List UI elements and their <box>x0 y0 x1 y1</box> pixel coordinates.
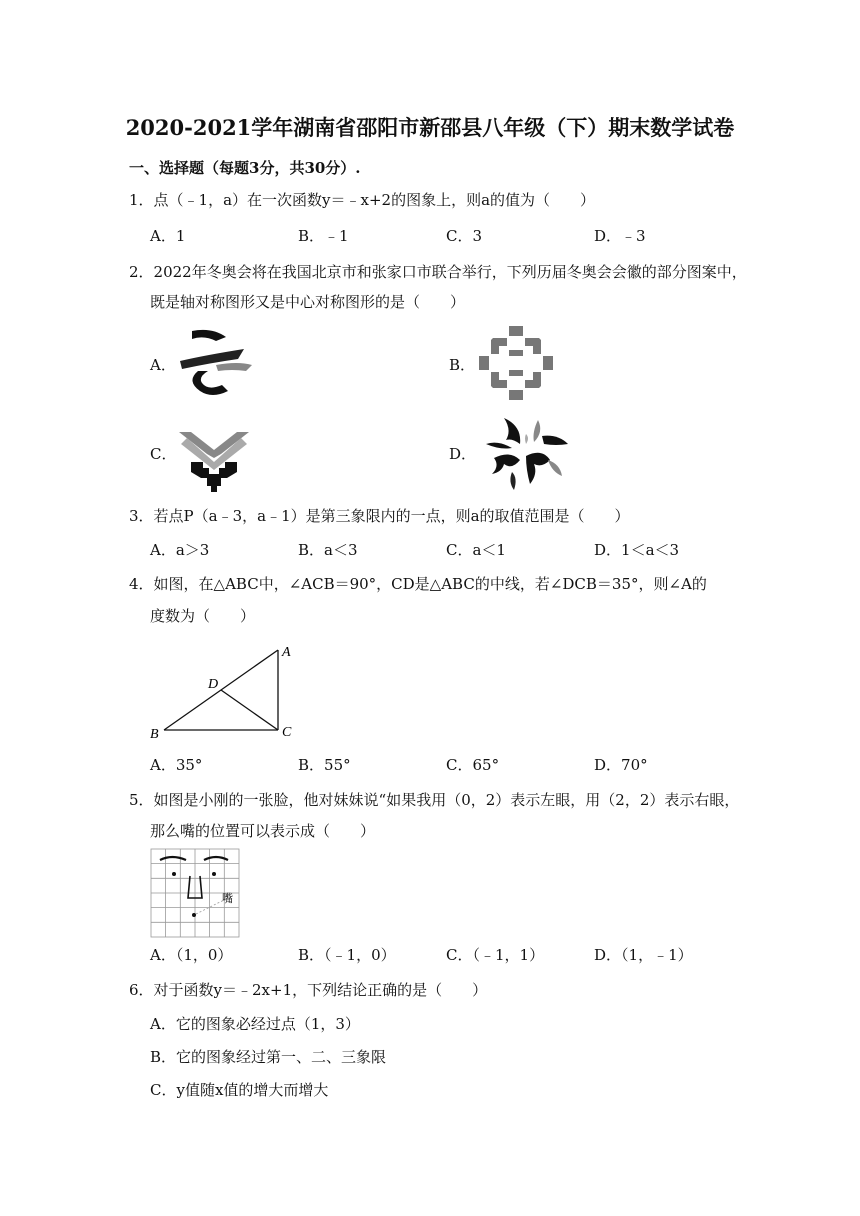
question-2-option-d: D． <box>449 445 477 463</box>
question-6-option-a: A．它的图象必经过点（1，3） <box>150 1015 360 1033</box>
question-2-stem-line1: 2．2022年冬奥会将在我国北京市和张家口市联合举行，下列历届冬奥会会徽的部分图案中， <box>129 263 747 281</box>
left-eyebrow <box>160 857 186 860</box>
question-1-stem: 1．点（﹣1，a）在一次函数y＝﹣x+2的图象上，则a的值为（ ） <box>129 191 596 209</box>
question-4-stem-line2: 度数为（ ） <box>150 607 256 625</box>
right-eye-dot <box>212 872 216 876</box>
page-title: 2020-2021学年湖南省邵阳市新邵县八年级（下）期末数学试卷 <box>125 115 735 140</box>
question-2-option-b: B． <box>449 356 476 374</box>
label-d: D <box>208 677 219 692</box>
question-5-option-c: C．（﹣1，1） <box>446 946 545 964</box>
label-c: C <box>282 725 292 740</box>
question-4-option-c: C．65° <box>446 756 500 774</box>
question-5-stem-line2: 那么嘴的位置可以表示成（ ） <box>150 822 376 840</box>
question-1-option-d: D．﹣3 <box>594 227 646 245</box>
mouth-pointer <box>196 900 224 914</box>
emblem-d-figure <box>482 414 570 494</box>
question-1-option-c: C．3 <box>446 227 483 245</box>
question-3-stem: 3．若点P（a﹣3，a﹣1）是第三象限内的一点，则a的取值范围是（ ） <box>129 507 630 525</box>
question-2-option-a: A． <box>150 356 176 374</box>
question-5-option-a: A．（1，0） <box>150 946 233 964</box>
face-grid-figure <box>150 848 240 938</box>
question-6-stem: 6．对于函数y＝﹣2x+1，下列结论正确的是（ ） <box>129 981 488 999</box>
question-2-stem-line2: 既是轴对称图形又是中心对称图形的是（ ） <box>150 293 466 311</box>
question-5-option-b: B．（﹣1，0） <box>298 946 396 964</box>
question-6-option-c: C．y值随x值的增大而增大 <box>150 1081 329 1099</box>
label-b: B <box>150 727 159 742</box>
question-1-option-b: B．﹣1 <box>298 227 349 245</box>
question-4-stem-line1: 4．如图，在△ABC中，∠ACB＝90°，CD是△ABC的中线，若∠DCB＝35°，则∠A的 <box>129 575 707 593</box>
label-a: A <box>282 645 291 660</box>
question-5-stem-line1: 5．如图是小刚的一张脸，他对妹妹说“如果我用（0，2）表示左眼，用（2，2）表示右眼， <box>129 791 740 809</box>
question-4-option-a: A．35° <box>150 756 203 774</box>
right-eyebrow <box>204 857 228 860</box>
question-3-option-a: A．a＞3 <box>150 541 210 559</box>
question-6-option-b: B．它的图象经过第一、二、三象限 <box>150 1048 387 1066</box>
question-3-option-c: C．a＜1 <box>446 541 506 559</box>
triangle-abc-figure <box>148 640 308 744</box>
question-3-option-b: B．a＜3 <box>298 541 358 559</box>
emblem-a-figure <box>172 325 256 403</box>
mouth-dot <box>192 913 196 917</box>
question-1-option-a: A．1 <box>150 227 186 245</box>
question-3-option-d: D．1＜a＜3 <box>594 541 680 559</box>
mouth-label: 嘴 <box>222 892 233 905</box>
question-4-option-b: B．55° <box>298 756 351 774</box>
section-heading: 一、选择题（每题3分，共30分）. <box>129 159 361 177</box>
emblem-c-figure <box>177 428 251 494</box>
question-5-option-d: D．（1，﹣1） <box>594 946 693 964</box>
question-2-option-c: C． <box>150 445 177 463</box>
median-cd <box>221 690 278 730</box>
question-4-option-d: D．70° <box>594 756 648 774</box>
left-eye-dot <box>172 872 176 876</box>
emblem-b-figure <box>477 324 555 402</box>
